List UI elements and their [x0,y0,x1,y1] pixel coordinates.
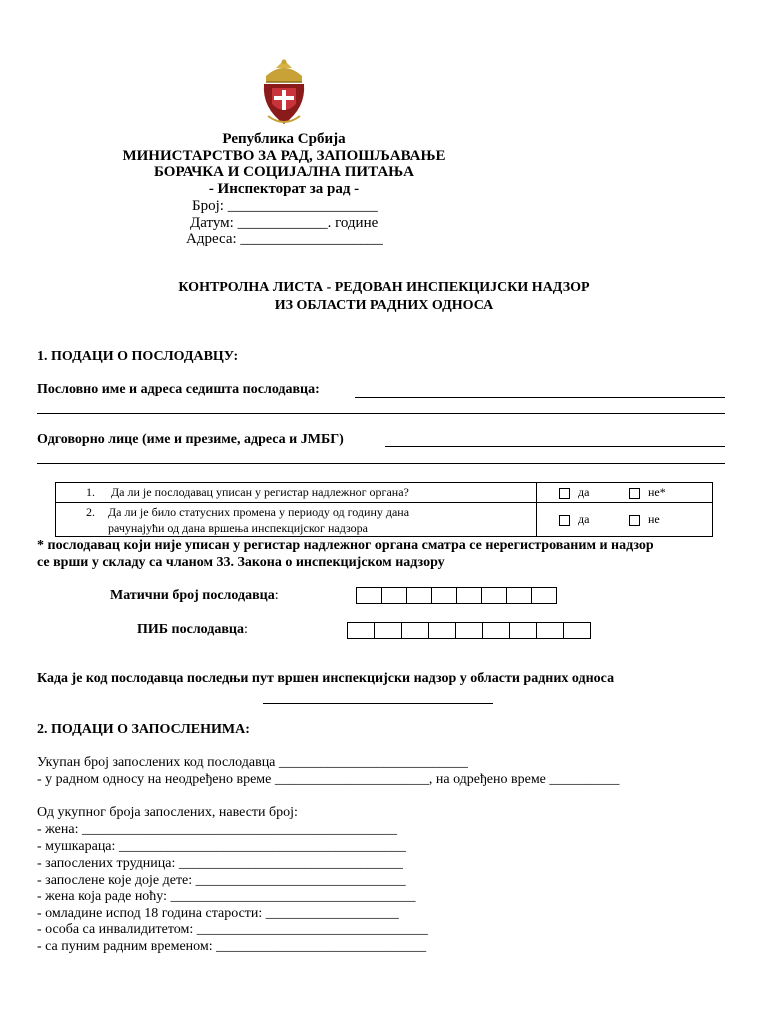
question-number: 2. [86,504,95,519]
business-name-line [355,397,725,398]
registration-number-label [110,588,279,604]
list-item: - жена која раде ноћу: ___________________________________ [37,889,416,904]
list-item: - особа са инвалидитетом: _________________________________ [37,922,428,937]
no-label: не [648,512,660,526]
responsible-person-line [385,446,725,447]
ministry-name-line1: МИНИСТАРСТВО ЗА РАД, ЗАПОШЉАВАЊЕ [122,148,446,164]
colon: : [274,588,279,603]
question-cell [56,503,537,537]
total-employees-field: Укупан број запослених код послодавца ___________________________ [37,755,468,770]
list-item: - запослене које доје дете: ______________________________ [37,873,406,888]
colon: : [243,622,248,637]
business-name-line2 [37,413,725,414]
question-text-line2: рачунајући од дана вршења инспекцијског надзора [108,520,368,535]
question-text: Да ли је послодавац уписан у регистар надлежног органа? [111,485,409,499]
document-title-line1: КОНТРОЛНА ЛИСТА - РЕДОВАН ИНСПЕКЦИЈСКИ НАДЗОР [178,280,590,295]
last-inspection-line [263,703,493,704]
business-name-label: Пословно име и адреса седишта послодавца: [37,382,320,397]
registration-number-text: Матични број послодавца [110,588,275,603]
coat-of-arms-emblem [262,58,306,130]
last-inspection-label: Када је код послодавца последњи пут вршен инспекцијски надзор у области радних односа [37,671,615,686]
section1-heading: 1. ПОДАЦИ О ПОСЛОДАВЦУ: [37,349,239,364]
registration-questions-table [55,482,713,537]
yes-label: да [578,512,590,526]
table-row [56,483,713,503]
question-text-line1: Да ли је било статусних промена у периоду од годину дана [108,504,410,519]
list-item: - мушкараца: _________________________________________ [37,839,406,854]
footnote-line1: * послодавац који није уписан у регистар надлежног органа сматра се нерегистрованим и надзор [37,538,654,553]
no-checkbox[interactable] [629,488,640,499]
answer-cell [537,503,713,537]
pib-text: ПИБ послодавца [137,622,244,637]
document-title-line2: ИЗ ОБЛАСТИ РАДНИХ ОДНОСА [274,298,494,313]
list-item: - омладине испод 18 година старости: ___________________ [37,906,399,921]
republic-name: Република Србија [222,131,346,147]
responsible-person-label: Одговорно лице (име и презиме, адреса и ЈМБГ) [37,432,344,447]
document-number-field: Број: ____________________ [192,198,378,214]
footnote-line2: се врши у складу са чланом 33. Закона о инспекцијском надзору [37,555,445,570]
pib-cells[interactable] [348,622,591,639]
list-item: - са пуним радним временом: ______________________________ [37,939,427,954]
document-date-field: Датум: ____________. године [190,215,379,231]
no-checkbox[interactable] [629,515,640,526]
yes-checkbox[interactable] [559,488,570,499]
yes-checkbox[interactable] [559,515,570,526]
document-address-field: Адреса: ___________________ [186,231,383,247]
employment-type-field: - у радном односу на неодређено време ______________________, на одређено време __________ [37,772,620,787]
pib-label [137,622,248,638]
yes-label: да [578,485,590,499]
section2-heading: 2. ПОДАЦИ О ЗАПОСЛЕНИМА: [37,722,250,737]
answer-cell [537,483,713,503]
registration-number-cells[interactable] [357,587,557,604]
ministry-name-line2: БОРАЧКА И СОЦИЈАЛНА ПИТАЊА [153,164,415,180]
list-item: - жена: _____________________________________________ [37,822,397,837]
list-item: - запослених трудница: ________________________________ [37,856,403,871]
question-number: 1. [86,485,95,499]
responsible-person-line2 [37,463,725,464]
table-row [56,503,713,537]
from-total-label: Од укупног броја запослених, навести број: [37,805,298,820]
no-label: не* [648,485,666,499]
inspectorate-name: - Инспекторат за рад - [208,181,360,197]
question-cell [56,483,537,503]
